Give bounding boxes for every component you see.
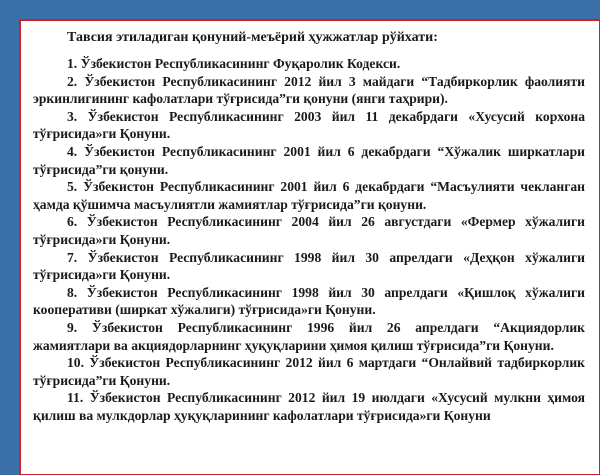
list-item-text: 4. Ўзбекистон Республикасининг 2001 йил 6 декабрдаги “Хўжалик ширкатлари тўғрисида”ги қонуни. [33, 143, 585, 177]
document-heading: Тавсия этиладиган қонуний-меъёрий ҳужжатлар рўйхати: [67, 30, 438, 45]
document-list-item [33, 108, 585, 143]
document-list-item [33, 354, 585, 389]
list-item-text: 1. Ўзбекистон Республикасининг Фуқаролик Кодекси. [67, 56, 401, 71]
document-list-item [33, 284, 585, 319]
document-list [33, 55, 585, 424]
list-item-text: 7. Ўзбекистон Республикасининг 1998 йил 30 апрелдаги «Деҳқон хўжалиги тўғрисида»ги Қонуни. [33, 249, 585, 283]
list-item-text: 5. Ўзбекистон Республикасининг 2001 йил 6 декабрдаги “Масъулияти чекланган ҳамда қўшимча масъулиятли жамиятлар тўғрисида”ги қонуни. [33, 179, 585, 212]
list-item-text: 11. Ўзбекистон Республикасининг 2012 йил 19 июлдаги «Хусусий мулкни ҳимоя қилиш ва мулкдорлар ҳуқуқларининг кафолатлари тўғрисида»ги Қонуни [33, 390, 585, 423]
document-body [19, 19, 600, 475]
document-list-item [33, 178, 585, 213]
document-list-item [33, 213, 585, 248]
list-item-text: 8. Ўзбекистон Республикасининг 1998 йил 30 апрелдаги «Қишлоқ хўжалиги кооперативи (ширкат хўжалиги) тўғрисида»ги Қонуни. [33, 284, 585, 318]
document-list-item [33, 249, 585, 284]
document-list-item [33, 319, 585, 354]
document-list-item [33, 55, 585, 73]
list-item-text: 3. Ўзбекистон Республикасининг 2003 йил 11 декабрдаги «Хусусий корхона тўғрисида»ги Қонуни. [33, 108, 585, 142]
list-item-text: 10. Ўзбекистон Республикасининг 2012 йил 6 мартдаги “Онлайвий тадбиркорлик тўғрисида”ги Қонуни. [33, 355, 585, 388]
document-list-item [33, 73, 585, 108]
document-list-item [33, 389, 585, 424]
list-item-text: 9. Ўзбекистон Республикасининг 1996 йил 26 апрелдаги “Акциядорлик жамиятлари ва акциядорларнинг ҳуқуқларини ҳимоя қилиш тўғрисида”ги Қонуни. [33, 319, 585, 353]
list-item-text: 2. Ўзбекистон Республикасининг 2012 йил 3 майдаги “Тадбиркорлик фаолияти эркинлигининг кафолатлари тўғрисида”ги қонуни (янги таҳрири). [33, 73, 585, 107]
document-list-item [33, 143, 585, 178]
list-item-text: 6. Ўзбекистон Республикасининг 2004 йил 26 августдаги «Фермер хўжалиги тўғрисида»ги Қонуни. [33, 214, 585, 247]
